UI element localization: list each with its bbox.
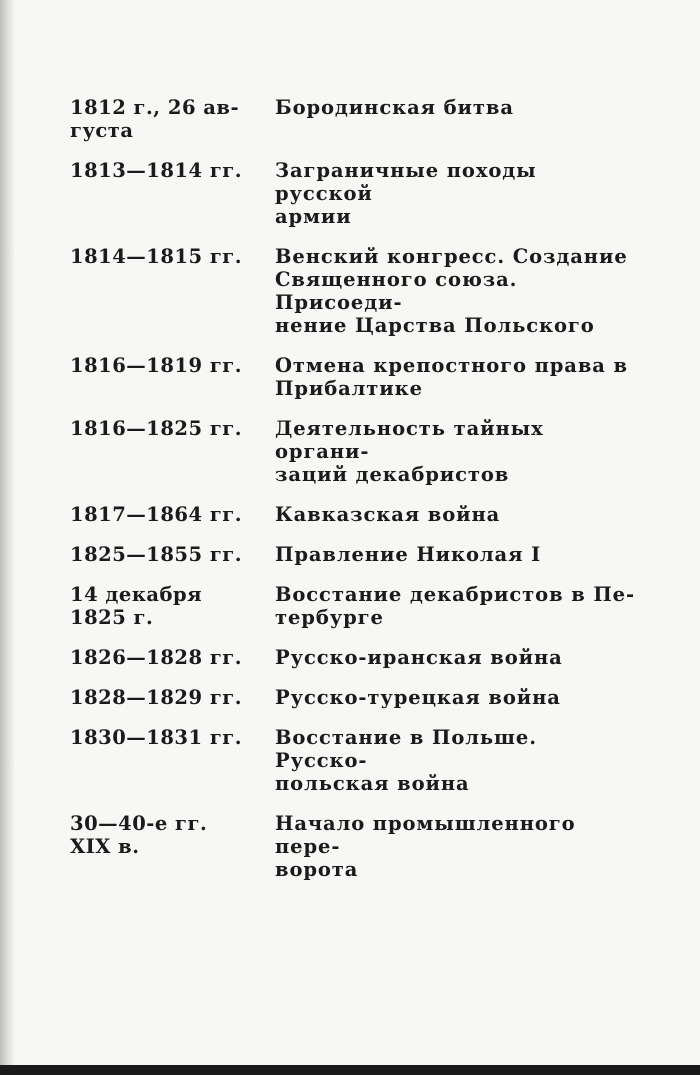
entry-event: Деятельность тайных органи- заций декабристов bbox=[275, 417, 544, 486]
chronology-row bbox=[70, 646, 635, 669]
entry-event: Правление Николая I bbox=[275, 543, 542, 566]
entry-event: Восстание декабристов в Пе- тербурге bbox=[275, 583, 635, 629]
entry-event: Заграничные походы русской армии bbox=[275, 159, 537, 228]
chronology-row bbox=[70, 96, 635, 142]
chronology-row bbox=[70, 583, 635, 629]
entry-date: 1830—1831 гг. bbox=[70, 726, 243, 749]
chronology-row bbox=[70, 726, 635, 795]
entry-event: Венский конгресс. Создание Священного союза. Присоеди- нение Царства Польского bbox=[275, 245, 628, 337]
entry-date: 1816—1819 гг. bbox=[70, 354, 243, 377]
chronology-row bbox=[70, 503, 635, 526]
page-spine-shadow bbox=[0, 0, 14, 1075]
entry-event: Бородинская битва bbox=[275, 96, 514, 119]
chronology-row bbox=[70, 159, 635, 228]
entry-event: Начало промышленного пере- ворота bbox=[275, 812, 576, 881]
entry-event: Кавказская война bbox=[275, 503, 501, 526]
page-bottom-edge bbox=[0, 1065, 700, 1075]
chronology-row bbox=[70, 354, 635, 400]
entry-event: Русско-иранская война bbox=[275, 646, 563, 669]
entry-event: Восстание в Польше. Русско- польская война bbox=[275, 726, 537, 795]
entry-date: 1812 г., 26 ав- густа bbox=[70, 96, 240, 142]
entry-date: 1828—1829 гг. bbox=[70, 686, 243, 709]
entry-date: 1817—1864 гг. bbox=[70, 503, 243, 526]
entry-date: 1814—1815 гг. bbox=[70, 245, 243, 268]
chronology-table bbox=[70, 96, 635, 898]
entry-date: 1813—1814 гг. bbox=[70, 159, 243, 182]
entry-event: Русско-турецкая война bbox=[275, 686, 561, 709]
entry-date: 1816—1825 гг. bbox=[70, 417, 243, 440]
chronology-row bbox=[70, 686, 635, 709]
chronology-row bbox=[70, 812, 635, 881]
chronology-row bbox=[70, 543, 635, 566]
chronology-row bbox=[70, 245, 635, 337]
entry-date: 1825—1855 гг. bbox=[70, 543, 243, 566]
chronology-row bbox=[70, 417, 635, 486]
entry-date: 14 декабря 1825 г. bbox=[70, 583, 203, 629]
entry-date: 1826—1828 гг. bbox=[70, 646, 243, 669]
entry-event: Отмена крепостного права в Прибалтике bbox=[275, 354, 628, 400]
entry-date: 30—40-е гг. XIX в. bbox=[70, 812, 208, 858]
